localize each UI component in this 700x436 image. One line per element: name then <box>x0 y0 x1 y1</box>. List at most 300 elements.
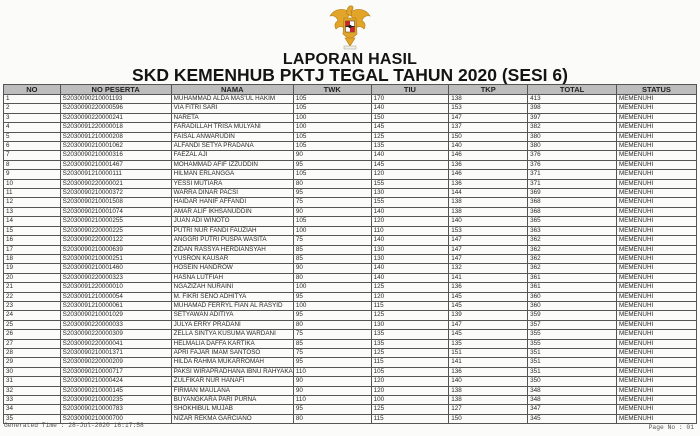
twk-score: 110 <box>293 367 371 376</box>
participant-name: BUYANGKARA PARI PURNA <box>171 396 293 405</box>
status: MEMENUHI <box>616 104 696 113</box>
participant-name: ZIDAN RASSYA HERDIANSYAH <box>171 245 293 254</box>
twk-score: 90 <box>293 377 371 386</box>
participant-name: JULYA ERRY PRADANI <box>171 320 293 329</box>
twk-score: 105 <box>293 132 371 141</box>
total-score: 348 <box>528 396 617 405</box>
row-number: 33 <box>4 396 61 405</box>
participant-name: SETYAWAN ADITIYA <box>171 311 293 320</box>
tiu-score: 125 <box>371 132 449 141</box>
status: MEMENUHI <box>616 254 696 263</box>
row-number: 30 <box>4 367 61 376</box>
tiu-score: 120 <box>371 377 449 386</box>
report-title: LAPORAN HASIL <box>282 51 418 68</box>
status: MEMENUHI <box>616 179 696 188</box>
row-number: 25 <box>4 320 61 329</box>
table-row <box>4 95 697 104</box>
row-number: 29 <box>4 358 61 367</box>
status: MEMENUHI <box>616 320 696 329</box>
row-number: 14 <box>4 217 61 226</box>
table-row <box>4 123 697 132</box>
tkp-score: 150 <box>449 132 528 141</box>
participant-name: WARRA DINAR PACSI <box>171 189 293 198</box>
tkp-score: 136 <box>449 283 528 292</box>
participant-id: S2030090220000225 <box>60 226 171 235</box>
table-row <box>4 104 697 113</box>
status: MEMENUHI <box>616 386 696 395</box>
participant-name: YUSRON KAUSAR <box>171 254 293 263</box>
tkp-score: 145 <box>449 292 528 301</box>
total-score: 363 <box>528 226 617 235</box>
row-number: 22 <box>4 292 61 301</box>
header-col-twk: TWK <box>293 85 371 95</box>
table-row <box>4 358 697 367</box>
row-number: 12 <box>4 198 61 207</box>
participant-id: S2030091210000208 <box>60 132 171 141</box>
header-col-no: NO <box>4 85 61 95</box>
twk-score: 85 <box>293 339 371 348</box>
table-row <box>4 142 697 151</box>
status: MEMENUHI <box>616 217 696 226</box>
tiu-score: 140 <box>371 273 449 282</box>
tiu-score: 140 <box>371 151 449 160</box>
table-row <box>4 330 697 339</box>
tiu-score: 140 <box>371 236 449 245</box>
participant-id: S2030090220000209 <box>60 358 171 367</box>
row-number: 31 <box>4 377 61 386</box>
twk-score: 80 <box>293 273 371 282</box>
table-row <box>4 283 697 292</box>
participant-id: S2030090210000783 <box>60 405 171 414</box>
row-number: 11 <box>4 189 61 198</box>
total-score: 413 <box>528 95 617 104</box>
participant-name: HAIDAR HANIF AFFANDI <box>171 198 293 207</box>
participant-id: S2030091220000010 <box>60 283 171 292</box>
status: MEMENUHI <box>616 273 696 282</box>
twk-score: 80 <box>293 320 371 329</box>
twk-score: 85 <box>293 254 371 263</box>
twk-score: 95 <box>293 358 371 367</box>
tkp-score: 140 <box>449 217 528 226</box>
participant-id: S2030090210001029 <box>60 311 171 320</box>
tiu-score: 125 <box>371 348 449 357</box>
tkp-score: 141 <box>449 273 528 282</box>
table-row <box>4 113 697 122</box>
status: MEMENUHI <box>616 113 696 122</box>
participant-id: S2030090210001467 <box>60 160 171 169</box>
total-score: 397 <box>528 113 617 122</box>
tiu-score: 120 <box>371 386 449 395</box>
header-col-total: TOTAL <box>528 85 617 95</box>
total-score: 350 <box>528 377 617 386</box>
results-table <box>3 84 697 424</box>
participant-id: S2030090210001460 <box>60 264 171 273</box>
tkp-score: 147 <box>449 236 528 245</box>
total-score: 376 <box>528 160 617 169</box>
total-score: 345 <box>528 414 617 423</box>
twk-score: 90 <box>293 151 371 160</box>
participant-name: FAISAL ANWARUDIN <box>171 132 293 141</box>
status: MEMENUHI <box>616 396 696 405</box>
table-row <box>4 339 697 348</box>
status: MEMENUHI <box>616 283 696 292</box>
table-row <box>4 405 697 414</box>
row-number: 1 <box>4 95 61 104</box>
tkp-score: 153 <box>449 226 528 235</box>
row-number: 32 <box>4 386 61 395</box>
tkp-score: 145 <box>449 330 528 339</box>
participant-id: S2030090220000041 <box>60 339 171 348</box>
total-score: 348 <box>528 386 617 395</box>
tkp-score: 132 <box>449 264 528 273</box>
total-score: 362 <box>528 264 617 273</box>
participant-id: S2030090210000717 <box>60 367 171 376</box>
table-row <box>4 264 697 273</box>
participant-id: S2030090210001193 <box>60 95 171 104</box>
tiu-score: 130 <box>371 245 449 254</box>
participant-id: S2030091210000111 <box>60 170 171 179</box>
status: MEMENUHI <box>616 358 696 367</box>
row-number: 34 <box>4 405 61 414</box>
participant-id: S2030090220000021 <box>60 179 171 188</box>
row-number: 28 <box>4 348 61 357</box>
total-score: 351 <box>528 367 617 376</box>
row-number: 2 <box>4 104 61 113</box>
table-row <box>4 151 697 160</box>
tiu-score: 125 <box>371 405 449 414</box>
status: MEMENUHI <box>616 264 696 273</box>
row-number: 13 <box>4 207 61 216</box>
twk-score: 105 <box>293 170 371 179</box>
total-score: 361 <box>528 273 617 282</box>
tiu-score: 140 <box>371 264 449 273</box>
tiu-score: 170 <box>371 95 449 104</box>
status: MEMENUHI <box>616 170 696 179</box>
status: MEMENUHI <box>616 160 696 169</box>
total-score: 360 <box>528 301 617 310</box>
table-row <box>4 160 697 169</box>
table-row <box>4 254 697 263</box>
tiu-score: 150 <box>371 113 449 122</box>
total-score: 380 <box>528 132 617 141</box>
twk-score: 100 <box>293 301 371 310</box>
twk-score: 90 <box>293 386 371 395</box>
table-row <box>4 207 697 216</box>
row-number: 6 <box>4 142 61 151</box>
tkp-score: 147 <box>449 254 528 263</box>
status: MEMENUHI <box>616 142 696 151</box>
tiu-score: 120 <box>371 217 449 226</box>
tkp-score: 135 <box>449 339 528 348</box>
row-number: 27 <box>4 339 61 348</box>
table-header-row <box>4 85 697 95</box>
status: MEMENUHI <box>616 311 696 320</box>
participant-id: S2030090210000251 <box>60 254 171 263</box>
twk-score: 80 <box>293 179 371 188</box>
twk-score: 105 <box>293 95 371 104</box>
tiu-score: 115 <box>371 301 449 310</box>
participant-id: S2030090220000241 <box>60 113 171 122</box>
status: MEMENUHI <box>616 236 696 245</box>
tkp-score: 138 <box>449 396 528 405</box>
status: MEMENUHI <box>616 151 696 160</box>
row-number: 26 <box>4 330 61 339</box>
participant-name: FARADILLAH TRISA MULYANI <box>171 123 293 132</box>
twk-score: 85 <box>293 245 371 254</box>
tiu-score: 120 <box>371 170 449 179</box>
twk-score: 95 <box>293 405 371 414</box>
participant-id: S2030090210000255 <box>60 217 171 226</box>
row-number: 16 <box>4 236 61 245</box>
participant-name: HASNA LUTFIAH <box>171 273 293 282</box>
row-number: 8 <box>4 160 61 169</box>
row-number: 18 <box>4 254 61 263</box>
twk-score: 75 <box>293 198 371 207</box>
participant-id: S2030090220000122 <box>60 236 171 245</box>
tkp-score: 136 <box>449 179 528 188</box>
tiu-score: 155 <box>371 198 449 207</box>
status: MEMENUHI <box>616 207 696 216</box>
generated-time: Generated Time : 28-Jul-2020 16:17:58 <box>4 422 144 429</box>
tiu-score: 100 <box>371 396 449 405</box>
status: MEMENUHI <box>616 367 696 376</box>
tkp-score: 141 <box>449 358 528 367</box>
table-row <box>4 273 697 282</box>
participant-id: S2030090210001371 <box>60 348 171 357</box>
status: MEMENUHI <box>616 377 696 386</box>
total-score: 398 <box>528 104 617 113</box>
status: MEMENUHI <box>616 301 696 310</box>
participant-name: PAKSI WIRAPRADHANA IBNU RAHYAKA <box>171 367 293 376</box>
table-row <box>4 132 697 141</box>
participant-id: S2030091210000054 <box>60 292 171 301</box>
total-score: 365 <box>528 217 617 226</box>
tkp-score: 138 <box>449 386 528 395</box>
participant-name: MUHAMAD FERRYL FIAN AL RASYID <box>171 301 293 310</box>
twk-score: 105 <box>293 104 371 113</box>
table-row <box>4 170 697 179</box>
total-score: 368 <box>528 207 617 216</box>
participant-name: HILDA RAHMA MUKARROMAH <box>171 358 293 367</box>
status: MEMENUHI <box>616 414 696 423</box>
table-row <box>4 236 697 245</box>
tkp-score: 147 <box>449 245 528 254</box>
twk-score: 105 <box>293 217 371 226</box>
row-number: 4 <box>4 123 61 132</box>
twk-score: 100 <box>293 123 371 132</box>
tkp-score: 147 <box>449 113 528 122</box>
tkp-score: 146 <box>449 170 528 179</box>
twk-score: 95 <box>293 292 371 301</box>
total-score: 351 <box>528 348 617 357</box>
participant-name: HILMAN ERLANGGA <box>171 170 293 179</box>
participant-id: S2030091210000061 <box>60 301 171 310</box>
twk-score: 90 <box>293 207 371 216</box>
status: MEMENUHI <box>616 123 696 132</box>
row-number: 17 <box>4 245 61 254</box>
table-row <box>4 301 697 310</box>
participant-name: MOHAMMAD AFIF IZZUDDIN <box>171 160 293 169</box>
tiu-score: 135 <box>371 142 449 151</box>
status: MEMENUHI <box>616 339 696 348</box>
total-score: 382 <box>528 123 617 132</box>
tiu-score: 125 <box>371 311 449 320</box>
header-col-tiu: TIU <box>371 85 449 95</box>
table-row <box>4 311 697 320</box>
participant-id: S2030090210000316 <box>60 151 171 160</box>
table-row <box>4 179 697 188</box>
tiu-score: 155 <box>371 179 449 188</box>
participant-id: S2030090210000145 <box>60 386 171 395</box>
table-row <box>4 245 697 254</box>
total-score: 362 <box>528 245 617 254</box>
row-number: 9 <box>4 170 61 179</box>
tiu-score: 110 <box>371 226 449 235</box>
participant-id: S2030091220000018 <box>60 123 171 132</box>
participant-id: S2030090210000424 <box>60 377 171 386</box>
total-score: 376 <box>528 151 617 160</box>
participant-name: ALFANDI SETYA PRADANA <box>171 142 293 151</box>
status: MEMENUHI <box>616 245 696 254</box>
participant-name: VIA FITRI SARI <box>171 104 293 113</box>
report-subtitle: SKD KEMENHUB PKTJ TEGAL TAHUN 2020 (SESI 6) <box>132 65 568 85</box>
row-number: 3 <box>4 113 61 122</box>
tiu-score: 130 <box>371 189 449 198</box>
tkp-score: 138 <box>449 198 528 207</box>
header-col-status: STATUS <box>616 85 696 95</box>
total-score: 347 <box>528 405 617 414</box>
tkp-score: 137 <box>449 123 528 132</box>
tkp-score: 136 <box>449 160 528 169</box>
participant-id: S2030090210001062 <box>60 142 171 151</box>
tiu-score: 120 <box>371 292 449 301</box>
tkp-score: 138 <box>449 207 528 216</box>
total-score: 355 <box>528 339 617 348</box>
table-row <box>4 217 697 226</box>
row-number: 20 <box>4 273 61 282</box>
total-score: 380 <box>528 142 617 151</box>
status: MEMENUHI <box>616 330 696 339</box>
row-number: 19 <box>4 264 61 273</box>
total-score: 371 <box>528 170 617 179</box>
participant-name: NARETA <box>171 113 293 122</box>
twk-score: 110 <box>293 396 371 405</box>
tkp-score: 146 <box>449 151 528 160</box>
row-number: 15 <box>4 226 61 235</box>
table-row <box>4 226 697 235</box>
table-row <box>4 348 697 357</box>
table-row <box>4 189 697 198</box>
status: MEMENUHI <box>616 189 696 198</box>
participant-id: S2030090210000235 <box>60 396 171 405</box>
total-score: 362 <box>528 254 617 263</box>
participant-name: M. FIKRI SENO ADHITYA <box>171 292 293 301</box>
participant-name: MUHAMMAD ALDA MAS'UL HAKIM <box>171 95 293 104</box>
tkp-score: 151 <box>449 348 528 357</box>
tiu-score: 140 <box>371 104 449 113</box>
total-score: 360 <box>528 292 617 301</box>
participant-id: S2030090220000596 <box>60 104 171 113</box>
table-row <box>4 198 697 207</box>
row-number: 24 <box>4 311 61 320</box>
row-number: 5 <box>4 132 61 141</box>
table-row <box>4 292 697 301</box>
row-number: 7 <box>4 151 61 160</box>
twk-score: 95 <box>293 311 371 320</box>
tkp-score: 140 <box>449 142 528 151</box>
tkp-score: 153 <box>449 104 528 113</box>
participant-id: S2030090210000639 <box>60 245 171 254</box>
twk-score: 100 <box>293 226 371 235</box>
participant-id: S2030090220000323 <box>60 273 171 282</box>
tkp-score: 127 <box>449 405 528 414</box>
total-score: 357 <box>528 320 617 329</box>
twk-score: 105 <box>293 142 371 151</box>
total-score: 359 <box>528 311 617 320</box>
participant-name: PUTRI NUR FANDI FAUZIAH <box>171 226 293 235</box>
participant-id: S2030090220000309 <box>60 330 171 339</box>
tkp-score: 144 <box>449 189 528 198</box>
total-score: 361 <box>528 283 617 292</box>
header-col-nama: NAMA <box>171 85 293 95</box>
tkp-score: 147 <box>449 320 528 329</box>
participant-id: S2030090210000372 <box>60 189 171 198</box>
tkp-score: 136 <box>449 367 528 376</box>
twk-score: 80 <box>293 414 371 423</box>
status: MEMENUHI <box>616 348 696 357</box>
total-score: 362 <box>528 236 617 245</box>
twk-score: 95 <box>293 189 371 198</box>
tiu-score: 145 <box>371 123 449 132</box>
participant-name: APRI FAJAR IMAM SANTOSO <box>171 348 293 357</box>
twk-score: 100 <box>293 113 371 122</box>
participant-id: S2030090210000700 <box>60 414 171 423</box>
tiu-score: 105 <box>371 367 449 376</box>
garuda-emblem-icon <box>325 2 375 52</box>
twk-score: 75 <box>293 330 371 339</box>
row-number: 10 <box>4 179 61 188</box>
row-number: 23 <box>4 301 61 310</box>
page-number: Page No : 01 <box>648 424 694 431</box>
participant-name: HELMALIA DAFFA KARTIKA <box>171 339 293 348</box>
table-row <box>4 377 697 386</box>
twk-score: 95 <box>293 160 371 169</box>
status: MEMENUHI <box>616 292 696 301</box>
table-row <box>4 386 697 395</box>
table-row <box>4 396 697 405</box>
total-score: 355 <box>528 330 617 339</box>
participant-id: S2030090220000033 <box>60 320 171 329</box>
participant-name: HOSEIN HANDROW <box>171 264 293 273</box>
participant-name: NGAZIZAH NURAINI <box>171 283 293 292</box>
total-score: 371 <box>528 179 617 188</box>
participant-name: ZULFIKAR NUR HANAFI <box>171 377 293 386</box>
tiu-score: 135 <box>371 339 449 348</box>
participant-name: ZELLA SINTYA KUSUMA WARDANI <box>171 330 293 339</box>
row-number: 35 <box>4 414 61 423</box>
status: MEMENUHI <box>616 405 696 414</box>
header-col-tkp: TKP <box>449 85 528 95</box>
participant-id: S2030090210001074 <box>60 207 171 216</box>
table-row <box>4 320 697 329</box>
total-score: 351 <box>528 358 617 367</box>
participant-id: S2030090210001508 <box>60 198 171 207</box>
tkp-score: 138 <box>449 95 528 104</box>
twk-score: 75 <box>293 348 371 357</box>
participant-name: JUAN ADI WINOTO <box>171 217 293 226</box>
twk-score: 75 <box>293 236 371 245</box>
tiu-score: 140 <box>371 207 449 216</box>
